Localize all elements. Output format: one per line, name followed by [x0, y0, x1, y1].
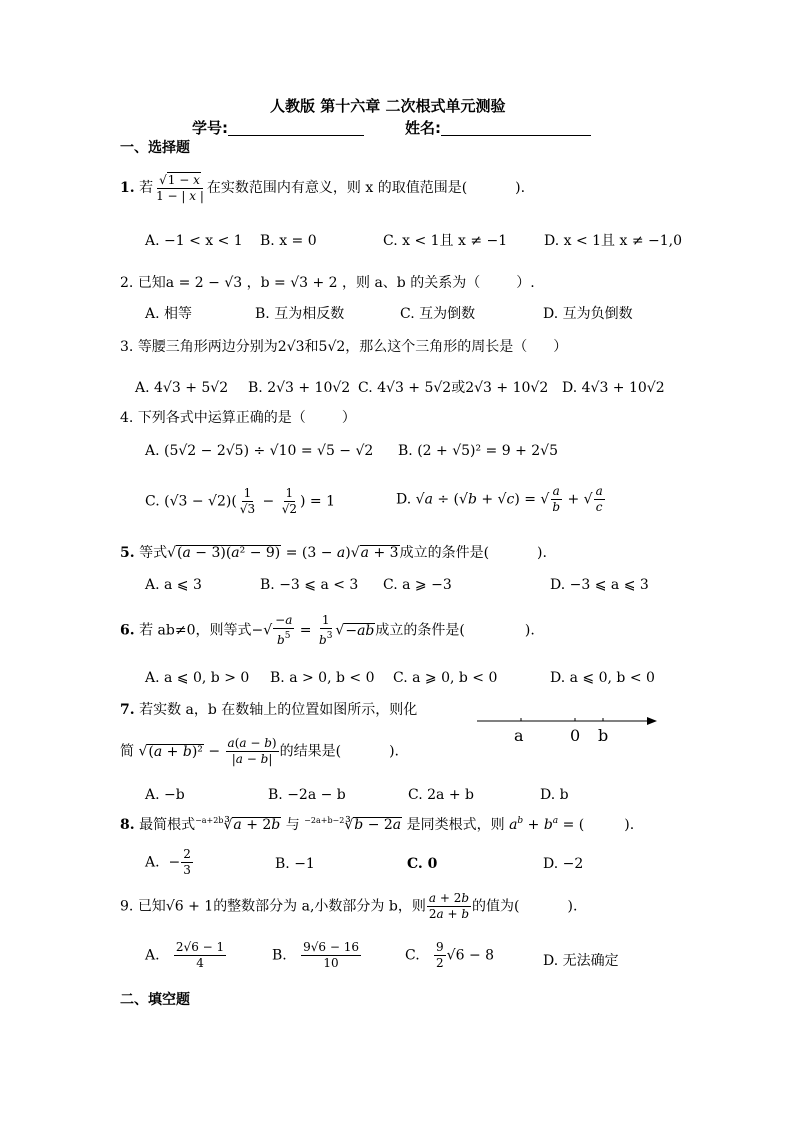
axis-label-b: b	[598, 726, 609, 745]
axis-label-zero: 0	[570, 726, 581, 745]
student-id-row	[192, 119, 364, 137]
question-5: 5. 等式√(a − 3)(a² − 9) = (3 − a)√a + 3成立的条件是( ).	[120, 545, 547, 561]
q4-option-c[interactable]: C. (√3 − √2)( $\frac{1}{√3}$ − $\frac{1}{√2}$ ) = 1	[145, 486, 335, 516]
question-8: 8. 最简根式$^{-a+2b}$∛a + 2b 与 $^{-2a+b-2}$∛b − 2a 是同类根式，则 $a^b + b^a$ = ( ).	[120, 816, 635, 833]
q3-option-d[interactable]: D. 4√3 + 10√2	[562, 380, 665, 396]
q9-option-a[interactable]: A. $\frac{2√6 - 1}{4}$	[145, 940, 225, 970]
student-id-label: 学号:	[192, 119, 228, 137]
q7-option-a[interactable]: A. −b	[145, 787, 185, 803]
q8-option-d[interactable]: D. −2	[543, 856, 584, 872]
q3-option-a[interactable]: A. 4√3 + 5√2	[135, 380, 229, 396]
name-row	[405, 119, 591, 137]
q8-option-c[interactable]: C. 0	[407, 856, 438, 872]
number-line-arrow	[647, 717, 657, 725]
q9-option-c[interactable]: C. $\frac{9}{2}$ √6 − 8	[405, 940, 495, 970]
q4-option-a[interactable]: A. (5√2 − 2√5) ÷ √10 = √5 − √2	[145, 443, 374, 459]
page-title: 人教版 第十六章 二次根式单元测验	[270, 97, 506, 115]
q5-option-d[interactable]: D. −3 ⩽ a ⩽ 3	[550, 577, 649, 593]
student-id-blank[interactable]	[228, 121, 364, 136]
q6-option-d[interactable]: D. a ⩽ 0, b < 0	[550, 670, 655, 686]
question-7-line2: 简 √(a + b)² − $\frac{a(a - b)}{|a - b|}$ 的结果是( ).	[120, 736, 399, 766]
name-label: 姓名:	[405, 119, 441, 137]
q3-option-b[interactable]: B. 2√3 + 10√2	[248, 380, 351, 396]
q7-option-d[interactable]: D. b	[540, 787, 569, 803]
q7-option-c[interactable]: C. 2a + b	[408, 787, 474, 803]
q1-option-c[interactable]: C. x < 1且 x ≠ −1	[383, 233, 508, 249]
section-fill: 二、填空题	[120, 992, 190, 1008]
question-3: 3. 等腰三角形两边分别为2√3和5√2，那么这个三角形的周长是（ ）	[120, 339, 568, 355]
axis-label-a: a	[514, 726, 524, 745]
q9-option-d[interactable]: D. 无法确定	[543, 953, 619, 969]
question-6: 6. 若 ab≠0，则等式−√ $\frac{-a}{b^5}$ = $\frac{1}{b^3}$ √−ab成立的条件是( ).	[120, 613, 535, 647]
name-blank[interactable]	[441, 121, 591, 136]
q2-option-c[interactable]: C. 互为倒数	[400, 306, 476, 322]
q2-option-b[interactable]: B. 互为相反数	[255, 306, 345, 322]
section-choice: 一、选择题	[120, 140, 190, 156]
q1-option-a[interactable]: A. −1 < x < 1	[145, 233, 243, 249]
q6-option-a[interactable]: A. a ⩽ 0, b > 0	[145, 670, 250, 686]
question-1: 1. 若 $\frac{√1 - x}{1 - | x |}$ 在实数范围内有意义，则 x 的取值范围是( ).	[120, 173, 526, 203]
q1-option-b[interactable]: B. x = 0	[260, 233, 317, 249]
q8-option-b[interactable]: B. −1	[275, 856, 315, 872]
q8-option-a[interactable]: A. − $\frac{2}{3}$	[145, 847, 191, 877]
q1-option-d[interactable]: D. x < 1且 x ≠ −1,0	[544, 233, 683, 249]
q2-option-a[interactable]: A. 相等	[145, 306, 193, 322]
q5-option-c[interactable]: C. a ⩾ −3	[383, 577, 452, 593]
q1-fraction: $\frac{√1 - x}{1 - | x |}$	[156, 173, 204, 203]
question-2: 2. 已知a = 2 − √3 ，b = √3 + 2 ，则 a、b 的关系为（ ）.	[120, 275, 535, 291]
q6-option-c[interactable]: C. a ⩾ 0, b < 0	[393, 670, 498, 686]
q4-option-b[interactable]: B. (2 + √5)² = 9 + 2√5	[398, 443, 558, 459]
q5-option-b[interactable]: B. −3 ⩽ a < 3	[260, 577, 359, 593]
q9-option-b[interactable]: B. $\frac{9√6 - 16}{10}$	[272, 940, 359, 970]
q7-option-b[interactable]: B. −2a − b	[268, 787, 346, 803]
question-9: 9. 已知√6 + 1的整数部分为 a,小数部分为 b，则 $\frac{a + 2b}{2a + b}$ 的值为( ).	[120, 891, 578, 921]
q4-option-d[interactable]: D. √a ÷ (√b + √c) = √ $\frac{a}{b}$ + √ $\frac{a}{c}$	[396, 484, 603, 514]
question-7: 7. 若实数 a，b 在数轴上的位置如图所示，则化	[120, 702, 418, 718]
q3-option-c[interactable]: C. 4√3 + 5√2或2√3 + 10√2	[358, 380, 549, 396]
q6-option-b[interactable]: B. a > 0, b < 0	[270, 670, 375, 686]
q2-option-d[interactable]: D. 互为负倒数	[543, 306, 633, 322]
question-4: 4. 下列各式中运算正确的是（ ）	[120, 410, 356, 426]
q5-option-a[interactable]: A. a ⩽ 3	[145, 577, 202, 593]
